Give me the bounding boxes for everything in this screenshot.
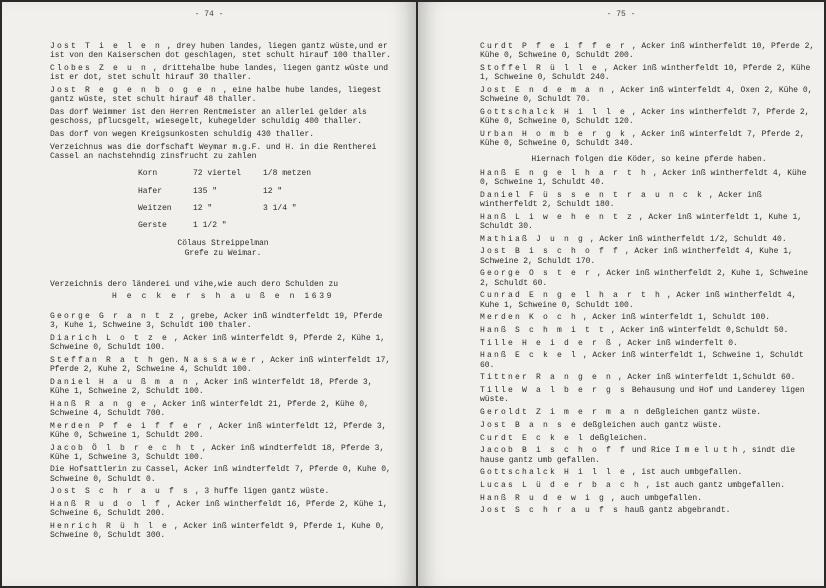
entry-text: , Acker inß winterfeldt 0,Schuldt 50.	[606, 326, 789, 336]
entry-text: hauß gantz abgebrandt.	[620, 506, 731, 516]
entry	[50, 130, 396, 139]
entry-name: Lucas L ü d e r b a c h	[480, 480, 642, 490]
section-intro: Hiernach folgen die Köder, so keine pferde haben.	[531, 154, 767, 164]
zinsfrucht-table	[50, 169, 396, 230]
entry-name: Hanß S c h m i t t	[480, 326, 607, 336]
right-page	[418, 2, 824, 586]
entry-text: , Acker inß winterfeldt 1, Schweine 1, Schuldt 60.	[480, 351, 804, 370]
entry	[50, 487, 396, 496]
entry	[480, 313, 818, 322]
entry-text: , Acker inß wintherfeldt 16, Pferde 2, Kühe 1, Schweine 6, Schuldt 200.	[50, 500, 388, 519]
entry-text: , Acker inß winterfeldt 9, Pferde 1, Kuhe 0, Schweine 0, Schuldt 300.	[50, 522, 386, 541]
verzeichnis-intro: Verzeichnus was die dorfschaft Weymar m.g.F. und H. in die Rentherei Cassel an nachstehndig zinsfrucht zu zahlen	[50, 142, 377, 161]
entry-name: Mathiaß J u n g	[480, 234, 586, 244]
entry-name: Hanß R u d o l f	[50, 500, 163, 510]
entry-text: Das dorf von wegen Kreigsunkosten schuldig 430 thaller.	[50, 129, 315, 139]
entry-text: , drey huben landes, liegen gantz wüste,und er ist von den Kaiserschen dot geschlagen, stet schult hirauf 100 thaller.	[50, 42, 391, 61]
entry-name: George O s t e r	[480, 269, 593, 279]
entry-name: Jost R e g e n b o g e n	[50, 85, 219, 95]
entry-name: Curdt E c k e l	[480, 433, 586, 443]
stock-amount: 1 1/2 "	[193, 221, 227, 231]
entry-name: Gottschalck H i l l e	[480, 468, 628, 478]
stock-amount: 12 "	[193, 203, 213, 213]
entry	[480, 235, 818, 244]
entry-text: , Acker inß windterfeldt 18, Pferde 3, Kühe 1, Schweine 3, Schuldt 100.	[50, 443, 385, 462]
entry-text: deßgleichen gantz wüste.	[641, 408, 762, 418]
page-number: - 75 -	[606, 10, 636, 19]
entry-text: , Acker inß wintherfeldt 2, Schuldt 180.	[480, 190, 762, 210]
entry-name: Henrich R ü h l e	[50, 522, 170, 532]
entry-text: , grebe, Acker inß windterfeldt 19, Pferde 3, Kuhe 1, Schweine 3, Schuldt 100 thaler.	[50, 311, 383, 330]
entry-text: deßgleichen.	[585, 433, 648, 443]
entry-name: Hanß L i w e h e n t z	[480, 212, 635, 222]
page-number: - 74 -	[194, 10, 224, 19]
entry-text: , Acker inß wintherfeldt 4, Kuhe 1, Schweine 2, Schuldt 170.	[480, 247, 793, 266]
entry-text: , Acker inß wintherfeldt 4, Kühe 0, Schweine 1, Schuldt 40.	[480, 168, 807, 188]
entry-text: , Acker inß wintherfeldt 10, Pferde 2, Kühe 0, Schweine 0, Schuldt 200.	[480, 42, 815, 61]
entry	[50, 108, 396, 127]
entry	[50, 312, 396, 331]
entry	[480, 64, 818, 83]
entry-name: Diarich L o t z e	[50, 333, 170, 343]
signature-title: Grefe zu Weimar.	[184, 248, 262, 258]
entry-name: Steffan R a t h	[50, 355, 156, 365]
entry-text: , Acker inß wintherfeldt 2, Kuhe 1, Schweine 2, Schuldt 60.	[480, 269, 809, 288]
entry	[50, 378, 396, 397]
entry-text: , Acker inß winterfeldt 21, Pferde 2, Kühe 0, Schweine 4, Schuldt 700.	[50, 399, 369, 418]
entry-name: Gottschalck H i l l e	[480, 107, 628, 117]
entry	[480, 373, 818, 382]
entry-text: , Acker inß winterfeldt 1,Schuldt 60.	[613, 373, 796, 383]
entry	[50, 522, 396, 541]
stock-row	[138, 204, 396, 213]
entry-name: Stoffel R ü l l e	[480, 63, 600, 73]
entry-text: , Acker inß winterfeldt 1, Kuhe 1, Schuldt 30.	[480, 212, 803, 232]
entry	[480, 494, 818, 503]
left-text-column	[50, 42, 396, 544]
stock-item: Korn	[138, 169, 158, 179]
entry	[50, 465, 396, 484]
entry-text: , eine halbe hube landes, liegest gantz wüste, stet schult hirauf 48 thaller.	[50, 85, 382, 105]
stock-extra: 3 1/4 "	[263, 203, 297, 213]
entry-text: , 3 huffe ligen gantz wüste.	[190, 487, 330, 497]
entry	[480, 339, 818, 348]
entry	[480, 481, 818, 490]
entry-text: und Rice I m e l u t h , sindt die hause gantz umb gefallen.	[480, 446, 796, 465]
entry-name: Tille W a l b e r g s	[480, 386, 628, 396]
stock-extra: 1/8 metzen	[263, 169, 312, 179]
entry-text: deßgleichen auch gantz wüste.	[578, 420, 723, 430]
entry-name: Jost S c h r a u f s	[50, 487, 191, 497]
entry-name: Tille H e i d e r ß	[480, 338, 614, 348]
entry-text: gen. N a s s a w e r , Acker inß winterfeldt 17, Pferde 2, Kuhe 2, Schweine 4, Schuldt 100.	[50, 355, 391, 374]
entry-name: Hanß E n g e l h a r t h	[480, 168, 649, 178]
entry-name: Urban H o m b e r g k	[480, 129, 628, 139]
entry-text: , Acker inß winterfeldt 9, Pferde 2, Kühe 1, Schweine 0, Schuldt 100.	[50, 333, 386, 352]
entry-text: , Acker inß winderfelt 0.	[613, 338, 738, 348]
entry	[480, 326, 818, 335]
stock-item: Weitzen	[138, 203, 172, 213]
list-place: H e c k e r s h a u ß e n 1639	[111, 292, 335, 302]
entry-text: , Acker inß wintherfeldt 4, Kuhe 1, Schweine 0, Schuldt 100.	[480, 291, 797, 310]
stock-row	[138, 221, 396, 230]
entry	[480, 434, 818, 443]
entry-name: Curdt P f e i f f e r	[480, 42, 628, 51]
entry	[480, 247, 818, 266]
stock-extra: 12 "	[263, 186, 283, 196]
entry	[50, 42, 396, 61]
entry	[50, 444, 396, 463]
entry-text: Behausung und Hof und Landerey ligen wüste.	[480, 386, 805, 405]
entry-name: Hanß R a n g e	[50, 399, 149, 409]
entry	[50, 356, 396, 375]
entry	[480, 42, 818, 61]
stock-amount: 72 viertel	[193, 169, 242, 179]
entry-text: , Acker inß winterfeldt 4, Oxen 2, Kühe 0, Schweine 0, Schuldt 70.	[480, 85, 813, 105]
entry	[480, 130, 818, 149]
entry	[480, 269, 818, 288]
entry-text: , Acker inß winterfeldt 18, Pferde 3, Kühe 1, Schweine 2, Schuldt 100.	[50, 377, 373, 396]
entry-text: , Acker inß winterfeldt 12, Pferde 3, Kühe 0, Schweine 1, Schuldt 200.	[50, 421, 387, 440]
entry	[480, 468, 818, 477]
entry	[480, 213, 818, 232]
entry-name: Daniel F ü s s e n t r a u n c k	[480, 190, 705, 200]
right-text-column	[480, 42, 818, 519]
entry-text: , drittehalbe hube landes, liegen gantz wüste und ist er dot, stet schult hirauf 30 thaller.	[50, 63, 389, 83]
entry	[480, 408, 818, 417]
entry-name: Jacob B i s c h o f f	[480, 446, 628, 456]
entry	[50, 334, 396, 353]
entry-name: Hanß R u d e w i g	[480, 493, 607, 503]
entry-text: , ist auch umbgefallen.	[627, 468, 743, 478]
entry	[50, 400, 396, 419]
entry	[480, 291, 818, 310]
entry	[480, 169, 818, 188]
entry-name: Cunrad E n g e l h a r t h	[480, 291, 663, 301]
entry-text: , Acker inß winterfeldt 7, Pferde 2, Kühe 0, Schweine 0, Schuldt 340.	[480, 129, 805, 149]
signature-name: Cölaus Streippelman	[177, 239, 269, 249]
entry	[50, 64, 396, 83]
entry	[480, 421, 818, 430]
entry	[480, 506, 818, 515]
entry-name: Jost S c h r a u f s	[480, 506, 621, 516]
entry	[480, 446, 818, 465]
entry-name: Merden K o c h	[480, 313, 579, 323]
stock-item: Gerste	[138, 221, 167, 231]
entry-text: Die Hofsattlerin zu Cassel, Acker inß windterfeldt 7, Pferde 0, Kuhe 0, Schweine 0, Schuldt 0.	[50, 465, 391, 484]
entry-text: , Acker inß wintherfeldt 10, Pferde 2, Kühe 1, Schweine 0, Schuldt 240.	[480, 63, 811, 83]
list-heading: Verzeichnis dero länderei und vihe,wie auch dero Schulden zu	[50, 280, 339, 289]
entry-name: Jost B a n s e	[480, 420, 579, 430]
entry	[50, 422, 396, 441]
entry-text: Das dorf Weimmer ist den Herren Rentmeister an allerlei gelder als geschoss, pflucsgelt, wiesegelt, kuhegelder schuldig 400 thaller.	[50, 107, 367, 127]
entry-text: , Acker inß winterfeldt 1, Schuldt 100.	[578, 313, 771, 323]
entry-name: Hanß E c k e l	[480, 351, 579, 361]
entry	[50, 86, 396, 105]
entry	[480, 108, 818, 127]
entry-name: Tittner R a n g e n	[480, 373, 614, 383]
entry	[480, 86, 818, 105]
entry-name: Jost T i e l e n	[50, 42, 163, 51]
entry-name: George G r a n t z	[50, 311, 177, 321]
entry-name: Geroldt Z i m e r m a n	[480, 408, 642, 418]
entry	[480, 386, 818, 405]
entry-text: , Acker inß wintherfeldt 1/2, Schuldt 40.	[585, 234, 787, 244]
stock-item: Hafer	[138, 186, 163, 196]
stock-row	[138, 187, 396, 196]
stock-row	[138, 169, 396, 178]
entry-name: Clobes Z e u n	[50, 63, 149, 73]
stock-amount: 135 "	[193, 186, 218, 196]
entry-name: Jost B i s c h o f f	[480, 247, 621, 257]
entry	[50, 500, 396, 519]
entry-text: , Acker ins wintherfeldt 7, Pferde 2, Kühe 0, Schweine 0, Schuldt 120.	[480, 107, 810, 127]
entry	[480, 351, 818, 370]
entry-name: Daniel H a u ß m a n	[50, 377, 191, 387]
entry-name: Jacob Ö l b r e c h t	[50, 443, 198, 453]
left-page	[2, 2, 416, 586]
entry	[480, 191, 818, 210]
entry-text: , auch umbgefallen.	[606, 493, 703, 503]
entry-name: Merden P f e i f f e r	[50, 421, 205, 431]
entry-name: Jost E n d e m a n	[480, 85, 607, 95]
entry-text: , ist auch gantz umbgefallen.	[641, 480, 786, 490]
